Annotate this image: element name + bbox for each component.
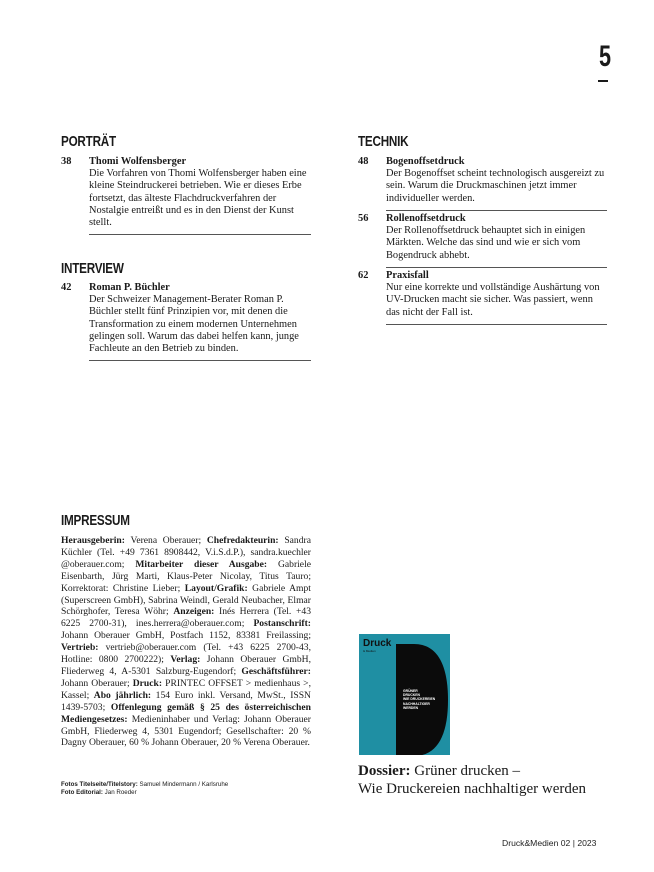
credit-value: Samuel Mindermann / Karlsruhe <box>137 781 229 788</box>
toc-page-number: 42 <box>61 282 72 293</box>
impressum-value: PRINTEC OFFSET > medienhaus >, Kassel; <box>61 677 311 701</box>
toc-entry-text: Der Schweizer Management-Berater Roman P. Büchler stellt fünf Prinzipien vor, mit denen die Transformation zu einem modernen Unternehmen gelingen soll. Warum das dabei helfen kann, junge Fachleute an den Betrieb zu binden. <box>89 294 299 355</box>
toc-entry[interactable] <box>358 213 607 268</box>
toc-entry-title: Thomi Wolfensberger <box>89 156 187 167</box>
cover-headline-line: NACHHALTIGER <box>403 701 430 706</box>
impressum-label: Herausgeberin: <box>61 535 125 546</box>
page-footer: Druck&Medien 02 | 2023 <box>502 838 597 848</box>
impressum-label: Layout/Grafik: <box>184 582 248 594</box>
impressum-value: Inés Herrera (Tel. +43 6225 2700-31), ines.herrera@oberauer.com; <box>61 606 312 630</box>
divider <box>386 324 607 325</box>
cover-headline-line: DRUCKEN <box>403 693 420 698</box>
toc-entry-text: Der Bogenoffset scheint technologisch ausgereizt zu sein. Warum die Druckmaschinen jetzt immer individueller werden. <box>386 168 605 204</box>
cover-subbrand: & Medien <box>363 649 376 653</box>
page-number-rule <box>598 80 608 82</box>
toc-entry-text: Der Rollenoffsetdruck behauptet sich in einigen Märkten. Welche das sind und wie er sich vom Bogendruck abhebt. <box>386 225 586 261</box>
impressum-value: Verena Oberauer; <box>124 535 207 546</box>
section-heading-technik: TECHNIK <box>358 133 409 150</box>
divider <box>89 360 311 361</box>
divider <box>386 267 607 268</box>
impressum-label: Offenlegung gemäß § 25 des österreichischen Mediengesetzes: <box>61 701 311 725</box>
toc-page-number: 48 <box>358 156 369 167</box>
toc-entry-title: Praxisfall <box>386 270 429 281</box>
impressum-text <box>61 535 311 749</box>
toc-page-number: 62 <box>358 270 369 281</box>
impressum-value: Sandra Küchler (Tel. +49 7361 8908442, V.i.S.d.P.), sandra.kuechler @oberauer.com; <box>61 535 311 570</box>
toc-entry[interactable] <box>61 282 311 361</box>
impressum-value: Johann Oberauer; <box>61 677 133 689</box>
credit-label: Fotos Titelseite/Titelstory: <box>61 781 138 788</box>
impressum-value: 154 Euro inkl. Versand, MwSt., ISSN 1439-5703; <box>61 689 311 713</box>
impressum-label: Anzeigen: <box>173 606 215 618</box>
toc-entry-text: Nur eine korrekte und vollständige Aushärtung von UV-Drucken macht sie sicher. Was passiert, wenn das nicht der Fall ist. <box>386 282 600 318</box>
cover-headline-line: WERDEN <box>403 705 419 710</box>
section-heading-portraet: PORTRÄT <box>61 133 116 150</box>
impressum-label: Verlag: <box>170 654 201 666</box>
page-number: 5 <box>598 40 612 73</box>
credit-value: Jan Roeder <box>102 789 137 796</box>
magazine-cover-image[interactable] <box>359 634 450 755</box>
divider <box>89 234 311 235</box>
dossier-label: Dossier: <box>358 763 411 779</box>
impressum-value: Johann Oberauer GmbH, Postfach 1152, 83381 Freilassing; <box>61 630 311 642</box>
dossier-subtitle: Wie Druckereien nachhaltiger werden <box>358 780 587 797</box>
dossier-teaser[interactable] <box>358 763 628 798</box>
toc-entry-text: Die Vorfahren von Thomi Wolfensberger haben eine kleine Steindruckerei betrieben. Wie er dieses Erbe fortsetzt, das älteste Flachdruckverfahren der Nostalgie entreißt und es in den Dienst der Kunst stellt. <box>89 168 307 229</box>
impressum-label: Chefredakteurin: <box>206 535 279 546</box>
cover-headline-line: WIE DRUCKEREIEN <box>403 697 436 702</box>
impressum-label: Druck: <box>132 677 163 689</box>
impressum-label: Vertrieb: <box>61 642 99 654</box>
section-heading-impressum: IMPRESSUM <box>61 512 130 529</box>
dossier-title: Grüner drucken – <box>410 763 521 779</box>
impressum-value: Gabriele Ampt (Superscreen GmbH), Sabrina Weindl, Gerald Neubacher, Elmar Schörghofer, Teresa Wöhr; <box>61 582 311 618</box>
impressum-value: Medieninhaber und Verlag: Johann Oberauer GmbH, Fliederweg 4, 5301 Eugendorf; Gesellschafter: 20 % Dagny Oberauer, 60 % Johann Oberauer, 20 % Verena Oberauer. <box>61 713 311 749</box>
divider <box>386 210 607 211</box>
impressum-value: vertrieb@oberauer.com (Tel. +43 6225 2700-43, Hotline: 0800 2700222); <box>61 642 311 666</box>
impressum-label: Mitarbeiter dieser Ausgabe: <box>135 558 268 570</box>
toc-entry[interactable] <box>61 156 311 235</box>
cover-headline <box>403 689 435 710</box>
toc-page-number: 56 <box>358 213 369 224</box>
impressum-value: Gabriele Eisenbarth, Jürg Marti, Klaus-Peter Nicolay, Titus Tauro; Korrektorat: Christine Lieber; <box>61 558 311 594</box>
impressum-value: Johann Oberauer GmbH, Fliederweg 4, A-5301 Salzburg-Eugendorf; <box>61 654 311 677</box>
toc-entry[interactable] <box>358 156 607 211</box>
toc-entry-title: Bogenoffsetdruck <box>386 156 465 167</box>
toc-entry-title: Roman P. Büchler <box>89 282 170 293</box>
credit-label: Foto Editorial: <box>61 789 103 796</box>
toc-page-number: 38 <box>61 156 72 167</box>
impressum-label: Postanschrift: <box>253 618 311 630</box>
impressum-label: Geschäftsführer: <box>241 665 311 677</box>
impressum-label: Abo jährlich: <box>93 689 152 701</box>
cover-headline-line: GRÜNER <box>403 689 418 693</box>
toc-entry-title: Rollenoffsetdruck <box>386 213 466 224</box>
toc-entry[interactable] <box>358 270 607 325</box>
photo-credits <box>61 781 228 797</box>
cover-brand: Druck <box>363 638 392 649</box>
section-heading-interview: INTERVIEW <box>61 260 124 277</box>
